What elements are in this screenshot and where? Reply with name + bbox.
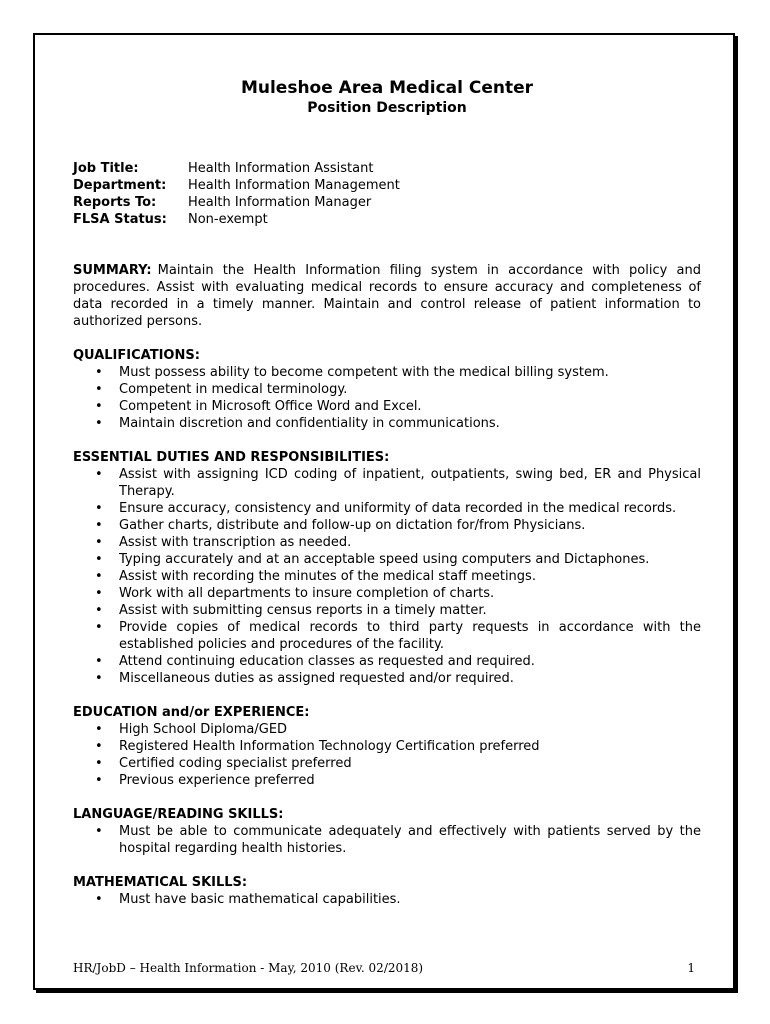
organization-name: Muleshoe Area Medical Center <box>240 78 534 98</box>
list-item: • Assist with assigning ICD coding of inpatient, outpatients, swing bed, ER and Physical Therapy. <box>95 467 701 499</box>
job-title-label: Job Title: <box>73 161 139 176</box>
bullet-icon: • <box>95 892 103 907</box>
bullet-icon: • <box>95 824 103 839</box>
flsa-status-row <box>73 211 701 228</box>
section-title: ESSENTIAL DUTIES AND RESPONSIBILITIES: <box>73 450 390 465</box>
list-item: • Must possess ability to become competent with the medical billing system. <box>95 365 609 380</box>
duties-section <box>73 449 701 687</box>
department-row <box>73 177 701 194</box>
qualifications-section <box>73 347 701 432</box>
document-content <box>73 77 701 908</box>
bullet-list <box>73 364 701 432</box>
list-item: • Registered Health Information Technology Certification preferred <box>95 739 540 754</box>
list-item: • Assist with submitting census reports in a timely matter. <box>95 603 487 618</box>
bullet-icon: • <box>95 535 103 550</box>
bullet-icon: • <box>95 569 103 584</box>
bullet-icon: • <box>95 382 103 397</box>
bullet-icon: • <box>95 467 103 482</box>
summary-paragraph <box>73 262 701 330</box>
bullet-icon: • <box>95 756 103 771</box>
reports-to-value: Health Information Manager <box>188 195 372 210</box>
list-item: • Previous experience preferred <box>95 773 315 788</box>
document-title: Position Description <box>307 100 467 116</box>
bullet-icon: • <box>95 586 103 601</box>
bullet-icon: • <box>95 416 103 431</box>
section-title: LANGUAGE/READING SKILLS: <box>73 807 284 822</box>
bullet-list <box>73 891 701 908</box>
bullet-icon: • <box>95 654 103 669</box>
bullet-icon: • <box>95 399 103 414</box>
department-value: Health Information Management <box>188 178 400 193</box>
list-item: • Assist with transcription as needed. <box>95 535 352 550</box>
list-item: • Maintain discretion and confidentiality in communications. <box>95 416 500 431</box>
list-item: • Miscellaneous duties as assigned requested and/or required. <box>95 671 514 686</box>
reports-to-label: Reports To: <box>73 195 157 210</box>
bullet-list <box>73 466 701 687</box>
list-item: • Competent in Microsoft Office Word and Excel. <box>95 399 422 414</box>
section-title: MATHEMATICAL SKILLS: <box>73 875 248 890</box>
list-item: • Certified coding specialist preferred <box>95 756 352 771</box>
job-title-value: Health Information Assistant <box>188 161 374 176</box>
list-item: • Gather charts, distribute and follow-up on dictation for/from Physicians. <box>95 518 586 533</box>
flsa-status-value: Non-exempt <box>188 212 268 227</box>
list-item: • Attend continuing education classes as requested and required. <box>95 654 535 669</box>
document-page <box>33 33 735 990</box>
summary-text: Maintain the Health Information filing system in accordance with policy and procedures. Assist with evaluating medical records to ensure accuracy and completeness of data recorded in a timely manner. Maintain and control release of patient information to authorized persons. <box>73 263 701 329</box>
list-item: • Typing accurately and at an acceptable speed using computers and Dictaphones. <box>95 552 650 567</box>
bullet-icon: • <box>95 603 103 618</box>
document-header <box>73 77 701 118</box>
job-title-row <box>73 160 701 177</box>
bullet-list <box>73 823 701 857</box>
page-number: 1 <box>687 961 695 975</box>
list-item: • High School Diploma/GED <box>95 722 288 737</box>
education-section <box>73 704 701 789</box>
bullet-list <box>73 721 701 789</box>
bullet-icon: • <box>95 518 103 533</box>
math-section <box>73 874 701 908</box>
bullet-icon: • <box>95 365 103 380</box>
bullet-icon: • <box>95 722 103 737</box>
list-item: • Must be able to communicate adequately and effectively with patients served by the hospital regarding health histories. <box>95 824 701 856</box>
list-item: • Competent in medical terminology. <box>95 382 348 397</box>
flsa-status-label: FLSA Status: <box>73 212 167 227</box>
list-item: • Provide copies of medical records to third party requests in accordance with the established policies and procedures of the facility. <box>95 620 701 652</box>
department-label: Department: <box>73 178 167 193</box>
job-info-block <box>73 160 701 228</box>
language-section <box>73 806 701 857</box>
bullet-icon: • <box>95 501 103 516</box>
summary-label: SUMMARY: <box>73 263 152 278</box>
section-title: QUALIFICATIONS: <box>73 348 200 363</box>
bullet-icon: • <box>95 552 103 567</box>
bullet-icon: • <box>95 739 103 754</box>
footer-revision-text: HR/JobD – Health Information - May, 2010 (Rev. 02/2018) <box>73 961 424 975</box>
page-footer <box>73 960 695 976</box>
reports-to-row <box>73 194 701 211</box>
list-item: • Ensure accuracy, consistency and uniformity of data recorded in the medical records. <box>95 501 677 516</box>
list-item: • Assist with recording the minutes of the medical staff meetings. <box>95 569 536 584</box>
bullet-icon: • <box>95 671 103 686</box>
bullet-icon: • <box>95 773 103 788</box>
section-title: EDUCATION and/or EXPERIENCE: <box>73 705 310 720</box>
bullet-icon: • <box>95 620 103 635</box>
list-item: • Must have basic mathematical capabilities. <box>95 892 401 907</box>
list-item: • Work with all departments to insure completion of charts. <box>95 586 495 601</box>
